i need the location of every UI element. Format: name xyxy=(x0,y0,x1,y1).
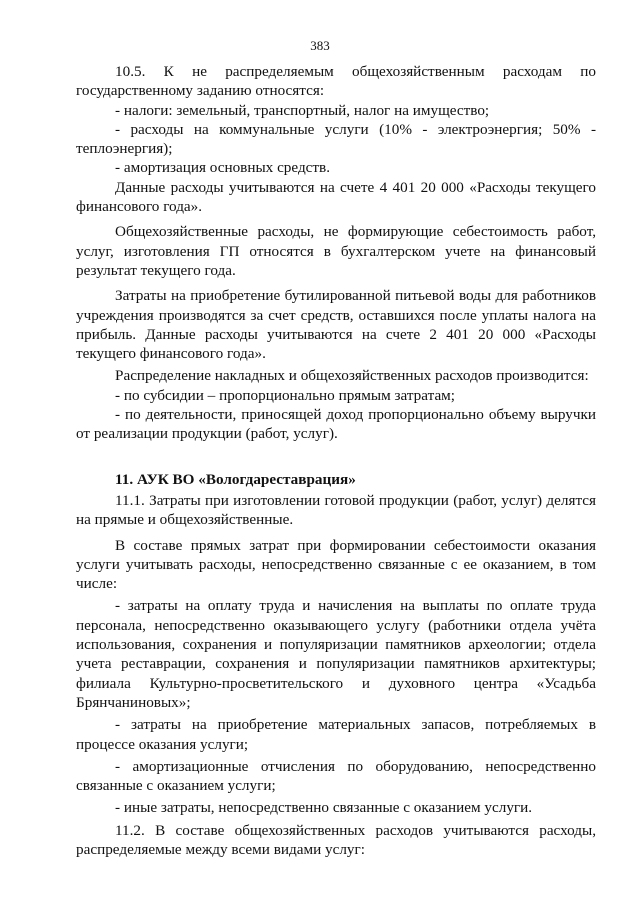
list-item-subsidy: - по субсидии – пропорционально прямым затратам; xyxy=(115,386,456,404)
list-item-depreciation: - амортизация основных средств. xyxy=(115,159,331,177)
paragraph-non-cost-note: Общехозяйственные расходы, не формирующие себестоимость работ, услуг, изготовления ГП относятся в бухгалтерском учете на финансовый результат текущего года. xyxy=(76,223,596,279)
paragraph-water-note: Затраты на приобретение бутилированной питьевой воды для работников учреждения производятся за счет средств, оставшихся после уплаты налога на прибыль. Данные расходы учитываются на счете 2 401 20 000 «Расходы текущего финансового года». xyxy=(76,287,596,363)
section-11-heading: 11. АУК ВО «Вологдареставрация» xyxy=(115,470,356,488)
list-item-utilities: - расходы на коммунальные услуги (10% - электроэнергия; 50% - теплоэнергия); xyxy=(76,120,596,158)
paragraph-11-1: 11.1. Затраты при изготовлении готовой продукции (работ, услуг) делятся на прямые и общехозяйственные. xyxy=(76,491,596,529)
list-item-taxes: - налоги: земельный, транспортный, налог на имущество; xyxy=(115,101,490,119)
document-body xyxy=(76,62,596,859)
paragraph-account-note: Данные расходы учитываются на счете 4 401 20 000 «Расходы текущего финансового года». xyxy=(76,178,596,216)
list-item-materials: - затраты на приобретение материальных запасов, потребляемых в процессе оказания услуги; xyxy=(76,716,596,753)
paragraph-10-5-intro: 10.5. К не распределяемым общехозяйственным расходам по государственному заданию относятся: xyxy=(76,63,596,100)
paragraph-11-2: 11.2. В составе общехозяйственных расходов учитываются расходы, распределяемые между всеми видами услуг: xyxy=(76,821,596,858)
list-item-labor-costs: - затраты на оплату труда и начисления на выплаты по оплате труда персонала, непосредственно оказывающего услугу (работники отдела учёта использования, сохранения и популяризации памятников археологии; отдела учета реставрации, сохранения и популяризации памятников архитектуры; филиала Культурно-просветительского и духовного центра «Усадьба Брянчаниновых»; xyxy=(76,597,596,711)
paragraph-distribution-intro: Распределение накладных и общехозяйственных расходов производится: xyxy=(115,367,589,385)
list-item-income-activity: - по деятельности, приносящей доход пропорционально объему выручки от реализации продукции (работ, услуг). xyxy=(76,406,596,443)
paragraph-direct-intro: В составе прямых затрат при формировании себестоимости оказания услуги учитывать расходы, непосредственно связанные с ее оказанием, в том числе: xyxy=(76,536,596,593)
list-item-amortization: - амортизационные отчисления по оборудованию, непосредственно связанные с оказанием услуги; xyxy=(76,757,596,795)
page-number: 383 xyxy=(310,38,330,53)
list-item-other-costs: - иные затраты, непосредственно связанные с оказанием услуги. xyxy=(115,799,533,817)
